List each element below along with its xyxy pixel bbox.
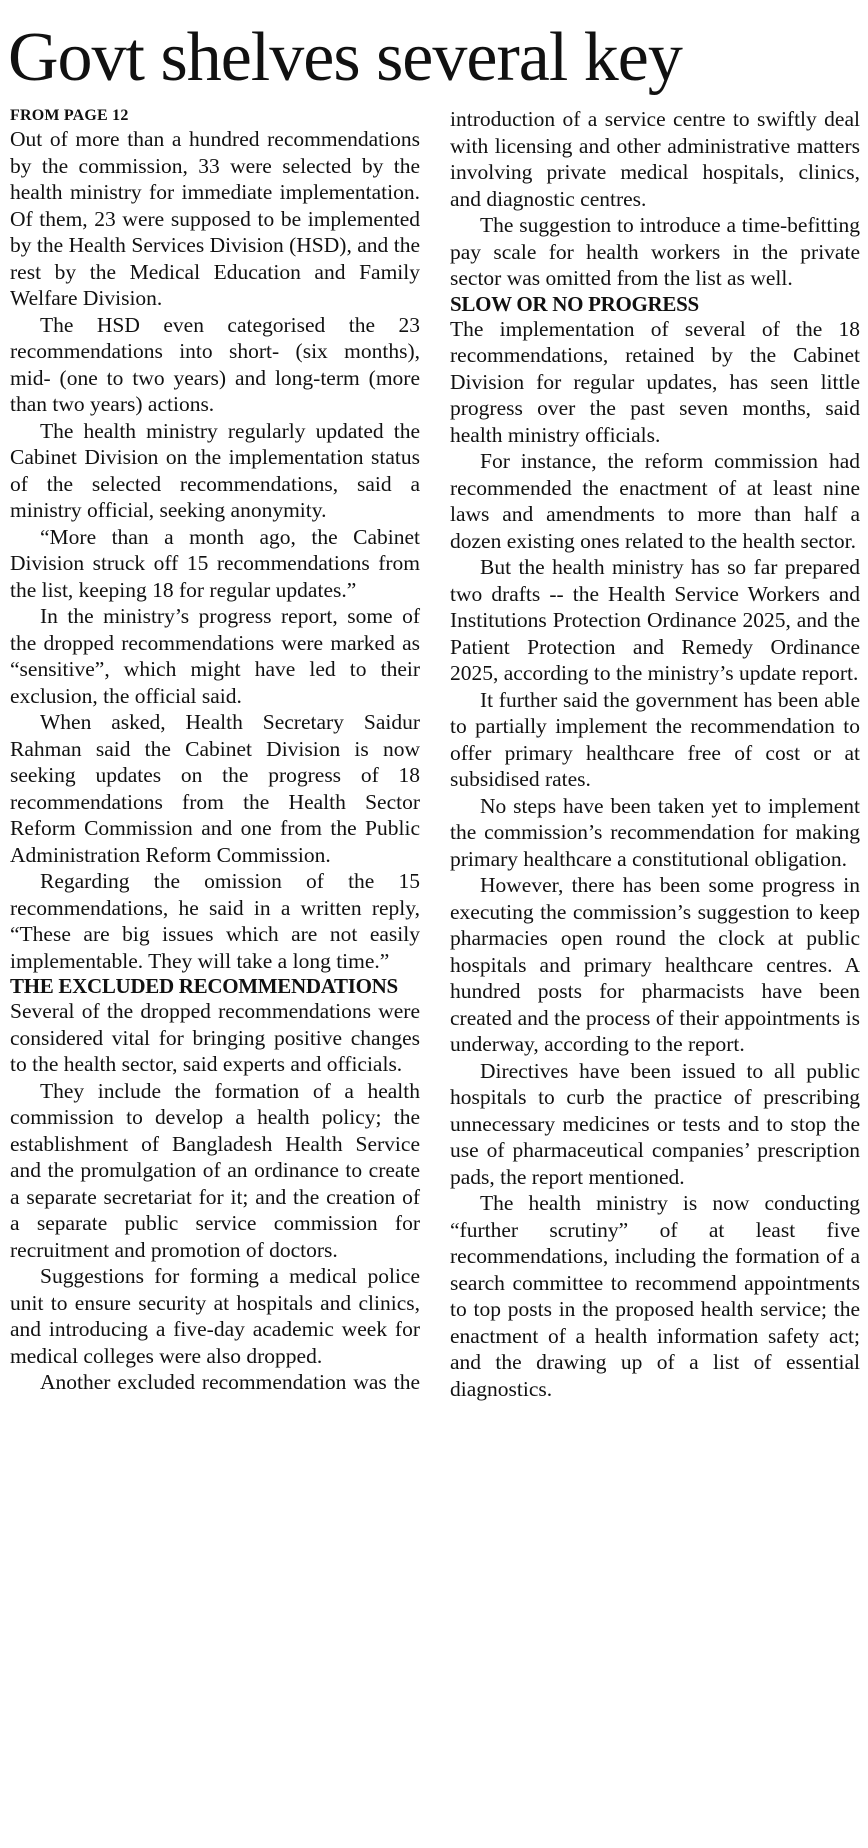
paragraph: Several of the dropped recommendations were considered vital for bringing positive changes to the health sector, said experts and officials.	[10, 999, 420, 1076]
right-column	[450, 106, 860, 1402]
paragraph: It further said the government has been able to partially implement the recommendation to offer primary healthcare free of cost or at subsidised rates.	[450, 687, 860, 791]
paragraph: Regarding the omission of the 15 recommendations, he said in a written reply, “These are big issues which are not easily implementable. They will take a long time.”	[10, 869, 420, 973]
paragraph: In the ministry’s progress report, some of the dropped recommendations were marked as “sensitive”, which might have led to their exclusion, the official said.	[10, 604, 420, 708]
headline: Govt shelves several key	[8, 19, 682, 96]
paragraph: Another excluded recommendation was the	[40, 1370, 420, 1394]
subhead-excluded-recommendations: THE EXCLUDED RECOMMENDATIONS	[10, 974, 398, 998]
paragraph: But the health ministry has so far prepared two drafts -- the Health Service Workers and Institutions Protection Ordinance 2025, and the Patient Protection and Remedy Ordinance 2025, according to the ministry’s update report.	[450, 555, 860, 685]
kicker-from-page: FROM PAGE 12	[10, 107, 129, 124]
paragraph: Out of more than a hundred recommendations by the commission, 33 were selected by the health ministry for immediate implementation. Of them, 23 were supposed to be implemented by the Health Services Division (HSD), and the rest by the Medical Education and Family Welfare Division.	[10, 127, 420, 310]
paragraph: introduction of a service centre to swiftly deal with licensing and other administrative matters involving private medical hospitals, clinics, and diagnostic centres.	[450, 107, 860, 211]
paragraph: The health ministry regularly updated the Cabinet Division on the implementation status of the selected recommendations, said a ministry official, seeking anonymity.	[10, 418, 420, 522]
paragraph: Suggestions for forming a medical police unit to ensure security at hospitals and clinics, and introducing a five-day academic week for medical colleges were also dropped.	[10, 1264, 420, 1368]
paragraph: No steps have been taken yet to implement the commission’s recommendation for making primary healthcare a constitutional obligation.	[450, 793, 860, 871]
paragraph: However, there has been some progress in executing the commission’s suggestion to keep pharmacies open round the clock at public hospitals and primary healthcare centres. A hundred posts for pharmacists have been created and the process of their appointments is underway, according to the report.	[450, 873, 860, 1056]
paragraph: They include the formation of a health commission to develop a health policy; the establishment of Bangladesh Health Service and the promulgation of an ordinance to create a separate secretariat for it; and the creation of a separate public service commission for recruitment and promotion of doctors.	[10, 1078, 420, 1262]
paragraph: “More than a month ago, the Cabinet Division struck off 15 recommendations from the list, keeping 18 for regular updates.”	[10, 524, 420, 602]
paragraph: The health ministry is now conducting “further scrutiny” of at least five recommendations, including the formation of a search committee to recommend appointments to top posts in the proposed health service; the enactment of a health information safety act; and the drawing up of a list of essential diagnostics.	[450, 1191, 860, 1401]
left-column	[10, 106, 420, 1396]
paragraph: The implementation of several of the 18 recommendations, retained by the Cabinet Division for regular updates, has seen little progress over the past seven months, said health ministry officials.	[450, 316, 860, 447]
paragraph: For instance, the reform commission had recommended the enactment of at least nine laws and amendments to more than half a dozen existing ones related to the health sector.	[450, 449, 860, 553]
paragraph: The HSD even categorised the 23 recommendations into short- (six months), mid- (one to two years) and long-term (more than two years) actions.	[10, 312, 420, 416]
paragraph: The suggestion to introduce a time-befitting pay scale for health workers in the private sector was omitted from the list as well.	[450, 213, 860, 290]
subhead-slow-or-no-progress: SLOW OR NO PROGRESS	[450, 291, 699, 316]
paragraph: When asked, Health Secretary Saidur Rahman said the Cabinet Division is now seeking updates on the progress of 18 recommendations from the Health Sector Reform Commission and one from the Public Administration Reform Commission.	[10, 710, 420, 867]
paragraph: Directives have been issued to all public hospitals to curb the practice of prescribing unnecessary medicines or tests and to stop the use of pharmaceutical companies’ prescription pads, the report mentioned.	[450, 1058, 860, 1189]
